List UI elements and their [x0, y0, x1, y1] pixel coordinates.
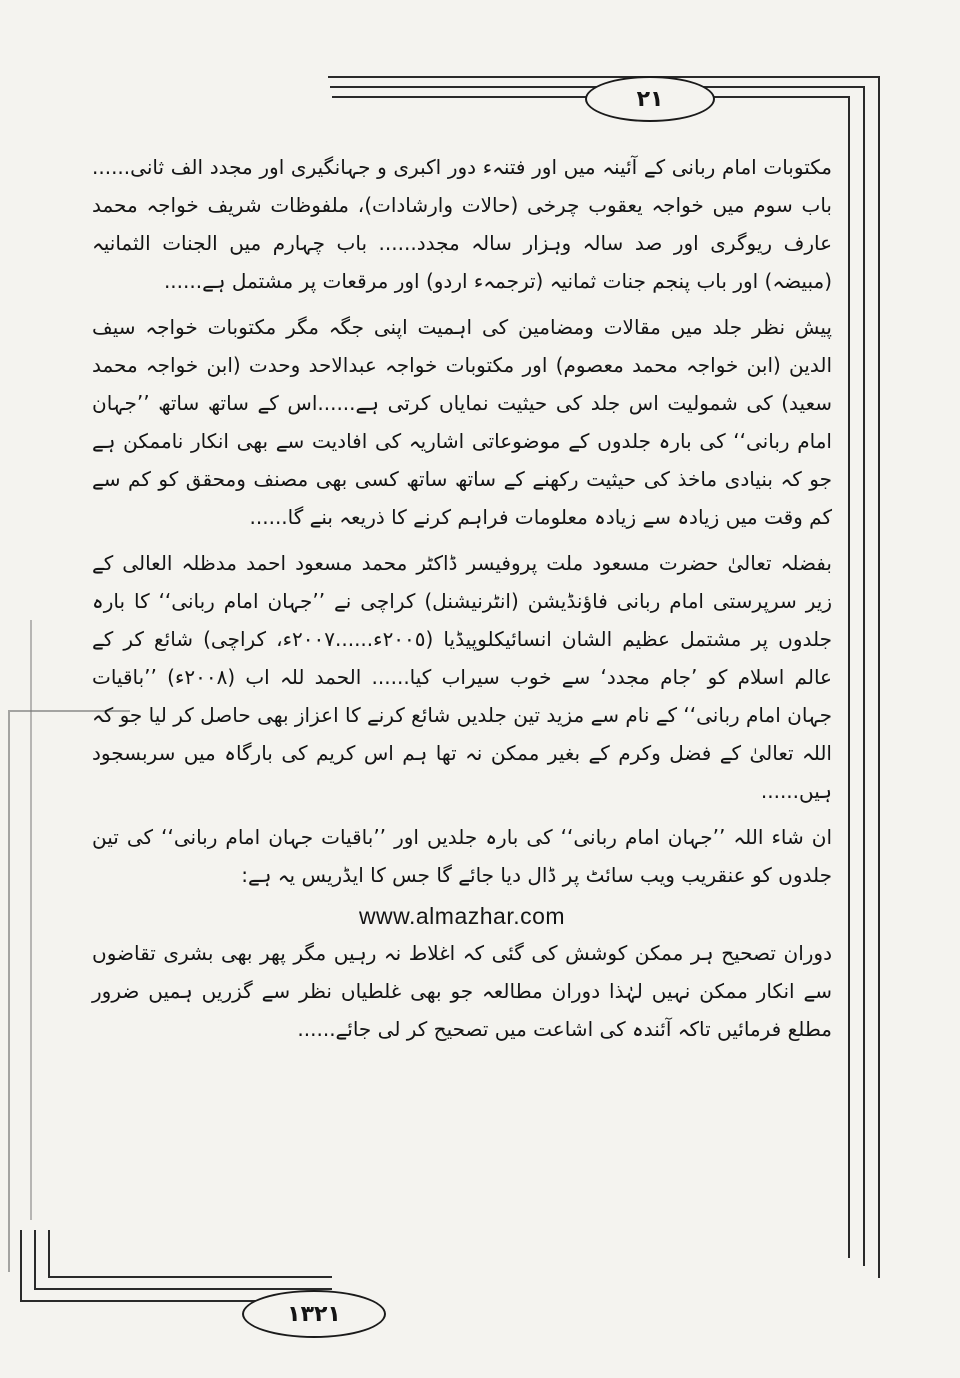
paragraph-2: پیش نظر جلد میں مقالات ومضامین کی اہمیت اپنی جگہ مگر مکتوبات خواجہ سیف الدین (ابن خواجہ محمد معصوم) اور مکتوبات خواجہ عبدالاحد وحدت (ابن خواجہ محمد سعید) کی شمولیت اس جلد کی حیثیت نمایاں کرتی ہے......اس کے ساتھ ساتھ ’’جہان امام ربانی‘‘ کی بارہ جلدوں کے موضوعاتی اشاریہ کی افادیت سے بھی انکار ناممکن ہے جو کہ بنیادی ماخذ کی حیثیت رکھنے کے ساتھ ساتھ کسی بھی مصنف ومحقق کو کم سے کم وقت میں زیادہ سے زیادہ معلومات فراہم کرنے کا ذریعہ بنے گا......	[92, 315, 832, 529]
footer-page-number	[242, 1290, 386, 1338]
body-text	[92, 148, 832, 1048]
paragraph-4: ان شاء اللہ ’’جہان امام ربانی‘‘ کی بارہ جلدیں اور ’’باقیات جہان امام ربانی‘‘ کی تین جلدوں کو عنقریب ویب سائٹ پر ڈال دیا جائے گا جس کا ایڈریس یہ ہے:	[92, 825, 832, 887]
closing-paragraph: دوران تصحیح ہر ممکن کوشش کی گئی کہ اغلاط نہ رہیں مگر پھر بھی بشری تقاضوں سے انکار ممکن نہیں لہٰذا دوران مطالعہ جو بھی غلطیاں نظر سے گزریں ہمیں ضرور مطلع فرمائیں تاکہ آئندہ کی اشاعت میں تصحیح کر لی جائے......	[92, 941, 832, 1041]
footer-page-number-text: ١٣٢١	[287, 1301, 341, 1327]
website-url[interactable]: www.almazhar.com	[358, 903, 566, 929]
paragraph-1: مکتوبات امام ربانی کے آئینہ میں اور فتنہء دور اکبری و جہانگیری اور مجدد الف ثانی...... باب سوم میں خواجہ یعقوب چرخی (حالات وارشادات)، ملفوظات شریف خواجہ محمد عارف ریوگری اور صد سالہ وہزار سالہ مجدد...... باب چہارم میں الجنات الثمانیہ (مبیضہ) اور باب پنجم جنات ثمانیہ (ترجمہء اردو) اور مرقعات پر مشتمل ہے......	[92, 155, 832, 293]
header-page-number	[585, 76, 715, 122]
bleed-through-line	[30, 620, 32, 1220]
paragraph-3: بفضلہ تعالیٰ حضرت مسعود ملت پروفیسر ڈاکٹر محمد مسعود احمد مدظلہ العالی کے زیر سرپرستی امام ربانی فاؤنڈیشن (انٹرنیشنل) کراچی نے ’’جہان امام ربانی‘‘ کا بارہ جلدوں پر مشتمل عظیم الشان انسائیکلوپیڈیا (٢٠٠٥ء......٢٠٠٧ء، کراچی) شائع کر کے عالم اسلام کو ’جام مجدد‘ سے خوب سیراب کیا...... الحمد للہ اب (٢٠٠٨ء) ’’باقیات جہان امام ربانی‘‘ کے نام سے مزید تین جلدیں شائع کرنے کا اعزاز بھی حاصل کر لیا جو کہ اللہ تعالیٰ کے فضل وکرم کے بغیر ممکن نہ تھا ہم اس کریم کی بارگاہ میں سربسجود ہیں......	[92, 551, 832, 803]
header-page-number-text: ٢١	[636, 86, 664, 112]
